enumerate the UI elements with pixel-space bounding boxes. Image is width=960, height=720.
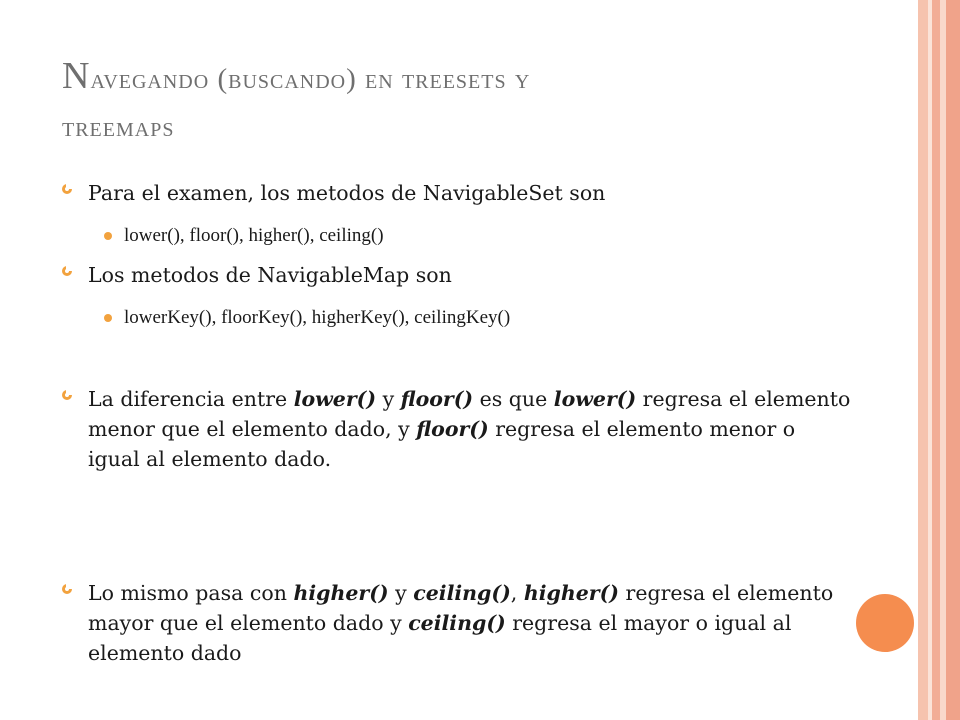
subbullet-text: lower(), floor(), higher(), ceiling() — [124, 225, 384, 246]
code-term: floor() — [400, 387, 474, 411]
bullet-text: Los metodos de NavigableMap son — [88, 263, 452, 287]
decorative-band — [918, 0, 928, 720]
bullet-navigableset — [62, 178, 852, 208]
title-line1: avegando (buscando) en treesets y — [90, 63, 531, 95]
subbullet-navigableset-methods — [104, 222, 864, 250]
code-term: ceiling() — [408, 611, 506, 635]
bullet-text: La diferencia entre lower() y floor() es que lower() regresa el elemento menor que el elemento dado, y floor() regresa el elemento menor o igual al elemento dado. — [88, 387, 851, 471]
bullet-text: Lo mismo pasa con higher() y ceiling(), higher() regresa el elemento mayor que el elemento dado y ceiling() regresa el mayor o igual al elemento dado — [88, 581, 834, 665]
decorative-band — [932, 0, 940, 720]
bullet-lower-floor — [62, 384, 852, 474]
decorative-band — [946, 0, 960, 720]
code-term: lower() — [553, 387, 637, 411]
bullet-marker-icon — [62, 266, 72, 276]
bullet-marker-icon — [62, 184, 72, 194]
code-term: floor() — [416, 417, 489, 441]
code-term: higher() — [523, 581, 620, 605]
subbullet-text: lowerKey(), floorKey(), higherKey(), ceilingKey() — [124, 307, 511, 328]
bullet-text: Para el examen, los metodos de NavigableSet son — [88, 181, 606, 205]
subbullet-navigablemap-methods — [104, 304, 864, 332]
code-term: higher() — [293, 581, 389, 605]
slide-title — [62, 52, 882, 151]
code-term: ceiling() — [413, 581, 511, 605]
bullet-higher-ceiling — [62, 578, 852, 668]
title-initial: N — [62, 55, 91, 97]
bullet-marker-icon — [62, 584, 72, 594]
subbullet-dot-icon — [104, 232, 112, 240]
code-term: lower() — [293, 387, 377, 411]
subbullet-dot-icon — [104, 314, 112, 322]
bullet-navigablemap — [62, 260, 852, 290]
decorative-circle — [856, 594, 914, 652]
title-line2: treemaps — [62, 111, 175, 143]
bullet-marker-icon — [62, 390, 72, 400]
